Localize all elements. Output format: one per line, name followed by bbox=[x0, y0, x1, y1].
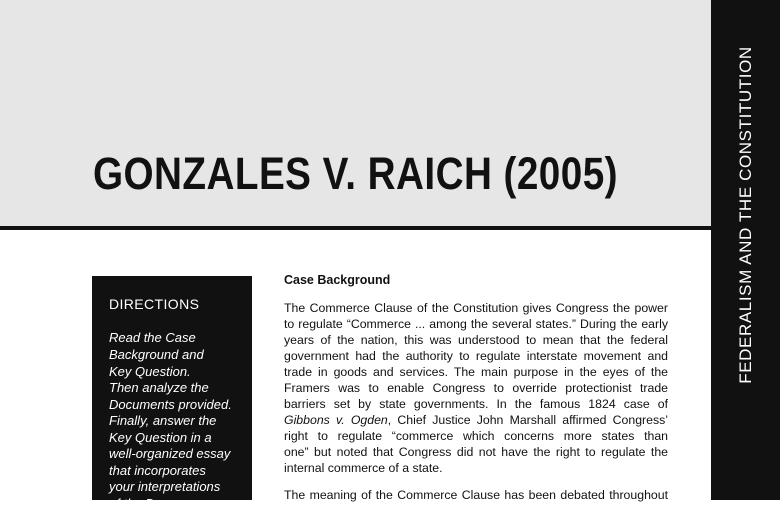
directions-line: Read the Case bbox=[109, 330, 196, 345]
body-text-line: government had the authority to regulate interstate movement and bbox=[284, 349, 668, 363]
body-text-line: one” but noted that Congress did not have the right to regulate the bbox=[284, 445, 668, 459]
body-text-line: Framers was to enable Congress to override protectionist trade bbox=[284, 381, 668, 395]
section-heading: Case Background bbox=[284, 273, 391, 287]
directions-line: Key Question. bbox=[109, 364, 191, 379]
body-text-line: The Commerce Clause of the Constitution gives Congress the power bbox=[284, 301, 668, 315]
directions-line: Key Question in a bbox=[109, 430, 212, 445]
body-text-segment: , Chief Justice John Marshall affirmed Congress’ bbox=[387, 413, 668, 427]
directions-heading: DIRECTIONS bbox=[109, 296, 200, 312]
directions-line: Finally, answer the bbox=[109, 413, 217, 428]
directions-line: your interpretations bbox=[109, 479, 221, 494]
case-citation: Gibbons v. Ogden bbox=[284, 413, 388, 427]
directions-line: Background and bbox=[109, 347, 204, 362]
body-text-line: trade in goods and services. The main purpose in the eyes of the bbox=[284, 365, 668, 379]
directions-line: of the D bbox=[109, 496, 155, 511]
body-text-line: barriers set by state governments. In the famous 1824 case of bbox=[284, 397, 668, 411]
directions-line: Then analyze the bbox=[109, 380, 209, 395]
body-text-line: internal commerce of a state. bbox=[284, 461, 443, 475]
chapter-side-label: FEDERALISM AND THE CONSTITUTION bbox=[736, 46, 755, 384]
directions-box bbox=[92, 276, 252, 511]
header-divider bbox=[0, 226, 711, 230]
body-text-line: right to regulate “commerce which concerns more states than bbox=[284, 429, 668, 443]
body-text-line bbox=[284, 412, 668, 428]
directions-line: Documents provided. bbox=[109, 397, 232, 412]
header-band bbox=[0, 0, 711, 226]
body-text-line: to regulate “Commerce ... among the several states.” During the early bbox=[284, 317, 668, 331]
directions-line: that incorporates bbox=[109, 463, 206, 478]
body-text-line: years of the nation, this was understood to mean that the federal bbox=[284, 333, 668, 347]
page-title: GONZALES V. RAICH (2005) bbox=[92, 148, 619, 199]
body-text-line: The meaning of the Commerce Clause has been debated throughout bbox=[284, 488, 668, 502]
directions-line: well-organized essay bbox=[109, 446, 231, 461]
